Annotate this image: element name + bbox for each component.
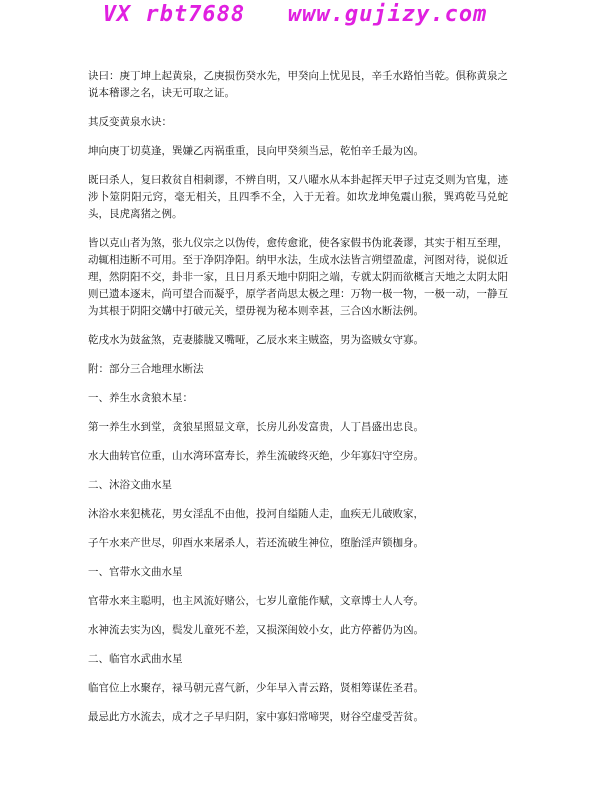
subheading-linguan: 二、临官水武曲水星 [88,653,183,665]
document-body [88,68,508,738]
paragraph-yangsheng-2: 水大曲转官位重，山水湾环富寿长，养生流破终灭绝，少年寡妇守空房。 [88,450,424,462]
paragraph-verse-huangquan: 诀曰：庚丁坤上起黄泉，乙庚损伤癸水先，甲癸向上忧见艮，辛壬水路怕当乾。俱称黄泉之说本稽谬之名，诀无可取之证。 [88,70,508,99]
paragraph-linguan-1: 临官位上水聚存，禄马朝元喜气新，少年早入青云路，贤相筹谋佐圣君。 [88,682,424,694]
paragraph-yangsheng-1: 第一养生水到堂，贪狼星照显文章，长房儿孙发富贵，人丁昌盛出忠良。 [88,421,424,433]
paragraph-muyu-1: 沐浴水来犯桃花，男女淫乱不由他，投河自缢随人走，血疾无儿破败家， [88,508,424,520]
subheading-muyu: 二、沐浴文曲水星 [88,479,172,491]
paragraph-verse-qianxu: 乾戌水为鼓盆煞，克妻膝胧又嘴哑，乙辰水来主贼盗，男为盗贼女守寡。 [88,334,424,346]
watermark-text: VX rbt7688 www.gujizy.com [102,2,488,27]
paragraph-linguan-2: 最忌此方水流去，成才之子早归阴，家中寡妇常啼哭，财谷空虚受苦贫。 [88,711,424,723]
paragraph-guandai-1: 官带水来主聪明，也主风流好赌公，七岁儿童能作赋，文章博士人人夸。 [88,595,424,607]
paragraph-muyu-2: 子午水来产世尽，卯酉水来屠杀人，若还流破生神位，堕胎淫声锁枷身。 [88,537,424,549]
section-heading-reverse-huangquan: 其反变黄泉水诀： [88,116,172,128]
subheading-guandai: 一、官带水文曲水星 [88,566,183,578]
paragraph-commentary-1: 既曰杀人，复曰救贫自相刺谬，不辨自明，又八曜水从本卦起挥天甲子过克爻则为官鬼，迹涉卜筮阴阳元窍，毫无相关，且四季不全，入于无着。如坎龙坤兔震山猴，巽鸡乾马兑蛇头，艮虎离猪之例。 [88,174,508,220]
subheading-yangsheng: 一、养生水贪狼木星： [88,392,193,404]
paragraph-guandai-2: 水神流去实为凶，鬓发儿童死不差，又损深闺姣小女，此方停蓄仍为凶。 [88,624,424,636]
paragraph-verse-kun: 坤向庚丁切莫逢，巽嫌乙丙祸重重，艮向甲癸须当忌，乾怕辛壬最为凶。 [88,145,424,157]
paragraph-commentary-2: 皆以克山者为煞，张九仪宗之以伪传，愈传愈讹，使各家假书伪讹袭谬，其实于相互至理，动辄相违断不可用。至于净阴净阳。纳甲水法，生成水法皆言朔望盈虚，河图对待，说似近理，然阴阳不交，卦非一家，且日月系天地中阴阳之端，专就太阴而欲概言天地之太阴太阳则已遗本逐末，尚可望合而凝乎，原学者尚思太极之理：万物一极一物，一极一动，一静互为其根于阴阳交媾中打破元关，望毋视为秘本则幸甚，三合凶水断法例。 [88,237,508,317]
section-heading-appendix: 附：部分三合地理水断法 [88,363,204,375]
